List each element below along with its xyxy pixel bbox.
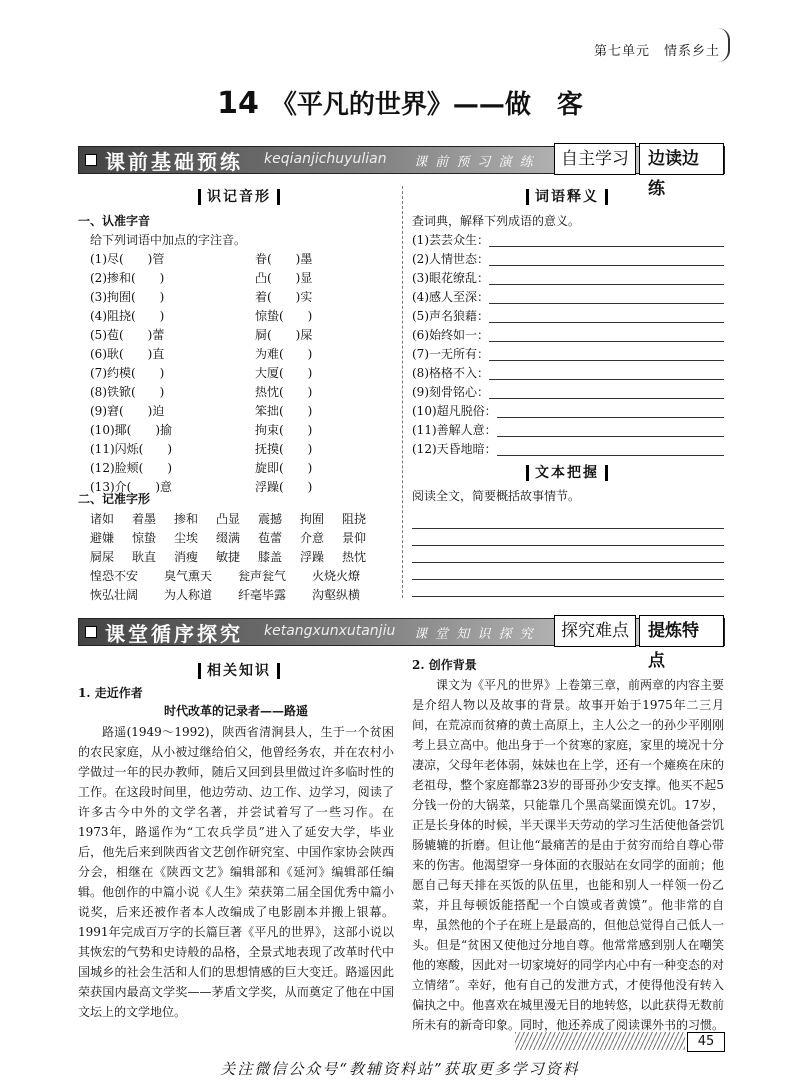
pinyin-item[interactable]: (7)约模( ) [90,366,165,380]
word-item: 火烧火燎 [312,569,361,583]
pinyin-item[interactable]: 拘束( ) [255,423,313,437]
ciyu-item [412,345,724,364]
wenben-instruction: 阅读全文，简要概括故事情节。 [412,489,581,503]
word-row [90,510,400,529]
pinyin-item[interactable]: (13)介( )意 [90,480,172,494]
pinyin-item[interactable]: 热忱( ) [255,385,313,399]
word-item: 苞蕾 [258,531,283,545]
word-item: 缀满 [216,531,241,545]
pinyin-item[interactable]: (12)脸颊( ) [90,461,172,475]
word-row [90,529,400,548]
pinyin-row [90,421,390,440]
word-item: 掺和 [174,512,199,526]
ciyu-label: (4)感人至深： [412,290,489,304]
part1-instruction: 给下列词语中加点的字注音。 [90,233,247,247]
word-item: 凸显 [216,512,241,526]
pinyin-item[interactable]: (11)闪烁( ) [90,442,172,456]
answer-blank[interactable] [489,250,724,266]
word-item: 介意 [300,531,325,545]
pinyin-row [90,459,390,478]
pin-icon [85,154,97,166]
pinyin-item[interactable]: (3)拘囿( ) [90,290,165,304]
pinyin-item[interactable]: (6)耿( )直 [90,347,165,361]
word-item: 屙屎 [90,550,115,564]
word-item: 诸如 [90,512,115,526]
pinyin-row [90,326,390,345]
pinyin-item[interactable]: 旋即( ) [255,461,313,475]
word-item: 热忱 [342,550,367,564]
word-item: 阻挠 [342,512,367,526]
part2-title: 二、记准字形 [78,492,151,506]
ciyu-item [412,421,724,440]
ciyu-label: (2)人情世态： [412,252,489,266]
word-item: 震撼 [258,512,283,526]
ciyu-list [412,231,724,459]
pin-icon [85,626,97,638]
ciyu-item [412,402,724,421]
word-row [90,548,400,567]
word-item: 拘囿 [300,512,325,526]
pinyin-item[interactable]: 屙( )屎 [255,328,313,342]
word-item: 消瘦 [174,550,199,564]
ciyu-label: (6)始终如一： [412,328,489,342]
pinyin-row [90,383,390,402]
author-paragraph-1: 路遥(1949～1992)，陕西省清涧县人，生于一个贫困的农民家庭，从小被过继给伯父，他曾经务农，并在农村小学做过一年的民办教师，随后又回到县里做过许多临时性的工作。在这段时间里，他边劳动、边工作、边学习，阅读了许多古今中外的文学名著，并尝试着写了一些习作。在1973年，路遥作为“工农兵学员”进入了延安大学，毕业后，他先后来到陕西省文艺创作研究室、中国作家协会陕西分会，相继在《陕西文艺》编辑部和《延河》编辑部任编辑。 [78,725,394,899]
ciyu-label: (12)天昏地暗： [412,442,497,456]
word-item: 尘埃 [174,531,199,545]
wenben-answer-lines[interactable] [412,512,724,597]
unit-label: 第七单元 情系乡土 [593,44,720,59]
band-pinyin: keqianjichuyulian [264,151,387,167]
ciyu-label: (9)刻骨铭心： [412,385,489,399]
footer-note: 关注微信公众号“教辅资料站”获取更多学习资料 [220,1060,580,1078]
word-item: 瓮声瓮气 [238,569,287,583]
lesson-title-text: 《平凡的世界》——做 客 [270,90,583,120]
word-item: 惶恐不安 [90,569,139,583]
ciyu-item [412,383,724,402]
page-hatch-decoration [515,1032,685,1050]
background-section-title: 2. 创作背景 [412,658,477,672]
band-title: 课堂循序探究 [105,622,243,646]
ciyu-item [412,307,724,326]
pinyin-row [90,288,390,307]
pinyin-row [90,364,390,383]
author-section-title: 1. 走近作者 [78,686,143,700]
ciyu-label: (5)声名狼藉： [412,309,489,323]
band-tag-self-study: 自主学习 [554,143,636,175]
pinyin-grid [90,250,390,497]
word-item: 惊蛰 [132,531,157,545]
pinyin-item[interactable]: (1)尽( )管 [90,252,165,266]
ciyu-item [412,326,724,345]
answer-blank[interactable] [489,345,724,361]
ciyu-instruction: 查词典，解释下列成语的意义。 [412,214,581,228]
pinyin-row [90,440,390,459]
pinyin-item[interactable]: 着( )实 [255,290,313,304]
pinyin-item[interactable]: 惊蛰( ) [255,309,313,323]
word-item: 臭气熏天 [164,569,213,583]
word-item: 恢弘壮阔 [90,588,139,602]
column-divider [402,186,403,598]
word-item: 敏捷 [216,550,241,564]
pinyin-row [90,402,390,421]
section-heading-ciyu: 词语释义 [526,186,608,206]
band-subtitle: 课 前 预 习 演 练 [414,155,535,170]
ciyu-label: (7)一无所有： [412,347,489,361]
pinyin-item[interactable]: (4)阻挠( ) [90,309,165,323]
section-heading-shiji: 识记音形 [198,186,280,206]
word-grid [90,510,400,605]
lesson-number: 14 [217,86,259,121]
word-item: 浮躁 [300,550,325,564]
background-paragraph: 课文为《平凡的世界》上卷第三章，前两章的内容主要是介绍人物以及故事的背景。故事开始于1975年二三月间，在荒凉而贫瘠的黄土高原上，主人公之一的孙少平刚刚考上县立高中。他出身于一个贫寒的家庭，家里的境况十分凄凉，父母年老体弱，妹妹也在上学，还有一个瘫痪在床的老祖母，整个家庭都靠23岁的哥哥孙少安支撑。他买不起5分钱一份的大锅菜，只能靠几个黑高粱面馍充饥。17岁，正是长身体的时候，半天课半天劳动的学习生活使他备尝饥肠辘辘的折磨。但让他“最痛苦的是由于贫穷而给自尊心带来的伤害。他渴望穿一身体面的衣服站在女同学的面前；他愿自己每天排在买饭的队伍里，也能和别人一样领一份乙菜，并且每顿饭能搭配一个白馍或者黄馍”。他非常的自卑，虽然他的个子在班上是最高的，但他总觉得自己低人一头。但是“贫困又使他过分地自尊。他常常感到别人在嘲笑他的寒酸，因此对一切家境好的同学内心中有一种变态的对立情绪”。幸好，他有自己的发泄方式，才使得他没有转入偏执之中。他喜欢在城里漫无目的地转悠，以此获得无数前所未有的新奇印象。同时，他还养成了阅读课外书的习惯。 [412,678,725,1032]
answer-blank[interactable] [497,440,724,456]
answer-blank[interactable] [489,269,724,285]
pinyin-item[interactable]: 眷( )墨 [255,252,313,266]
answer-blank[interactable] [489,383,724,399]
pinyin-row [90,250,390,269]
ciyu-label: (8)格格不入： [412,366,489,380]
answer-blank[interactable] [489,364,724,380]
pinyin-item[interactable]: 大厦( ) [255,366,313,380]
pinyin-item[interactable]: 笨拙( ) [255,404,313,418]
pinyin-item[interactable]: 凸( )显 [255,271,313,285]
ciyu-item [412,288,724,307]
author-subtitle: 时代改革的记录者——路遥 [163,704,308,718]
word-item: 耿直 [132,550,157,564]
answer-blank[interactable] [497,402,724,418]
word-item: 景仰 [342,531,367,545]
page-number: 45 [687,1032,725,1052]
ciyu-label: (11)善解人意： [412,423,497,437]
word-item: 为人称道 [164,588,213,602]
word-item: 着墨 [132,512,157,526]
band-title: 课前基础预练 [105,150,243,174]
author-paragraph-2: 他创作的中篇小说《人生》荣获第二届全国优秀中篇小说奖，后来还被作者本人改编成了电影剧本并搬上银幕。1991年完成百万字的长篇巨著《平凡的世界》，这部小说以其恢宏的气势和史诗般的品格，全景式地表现了改革时代中国城乡的社会生活和人们的思想情感的巨大变迁。路遥因此荣获国内最高文学奖——茅盾文学奖，从而奠定了他在中国文坛上的文学地位。 [78,885,394,1019]
band-tag-features: 提炼特点 [639,615,724,647]
ciyu-label: (1)芸芸众生： [412,233,489,247]
band-subtitle: 课 堂 知 识 探 究 [414,627,535,642]
pinyin-item[interactable]: (8)铁锨( ) [90,385,165,399]
part1-title: 一、认准字音 [78,214,151,228]
band-tag-explore: 探究难点 [554,615,636,647]
header-curve [718,28,730,62]
word-item: 膝盖 [258,550,283,564]
word-item: 避嫌 [90,531,115,545]
lesson-title [0,84,800,121]
pinyin-row [90,345,390,364]
word-row [90,567,400,586]
pinyin-item[interactable]: (9)窘( )迫 [90,404,165,418]
pinyin-row [90,269,390,288]
ciyu-item [412,440,724,459]
section-heading-xiangguan: 相关知识 [198,660,280,680]
answer-blank[interactable] [489,326,724,342]
pinyin-row [90,307,390,326]
answer-blank[interactable] [489,288,724,304]
answer-blank[interactable] [489,307,724,323]
word-item: 纤毫毕露 [238,588,287,602]
ciyu-item [412,364,724,383]
ciyu-label: (3)眼花缭乱： [412,271,489,285]
ciyu-item [412,250,724,269]
band-tag-read-practice: 边读边练 [639,143,724,175]
ciyu-item [412,231,724,250]
ciyu-label: (10)超凡脱俗： [412,404,497,418]
pinyin-item[interactable]: 为难( ) [255,347,313,361]
word-item: 沟壑纵横 [312,588,361,602]
word-row [90,586,400,605]
ciyu-item [412,269,724,288]
pinyin-item[interactable]: (10)揶( )揄 [90,423,172,437]
band-pinyin: ketangxunxutanjiu [264,623,396,639]
answer-blank[interactable] [489,231,724,247]
pinyin-item[interactable]: 抚摸( ) [255,442,313,456]
pinyin-item[interactable]: (2)掺和( ) [90,271,165,285]
section-heading-wenben: 文本把握 [526,462,608,482]
pinyin-item[interactable]: (5)苞( )蕾 [90,328,165,342]
pinyin-item[interactable]: 浮躁( ) [255,480,313,494]
answer-blank[interactable] [497,421,724,437]
